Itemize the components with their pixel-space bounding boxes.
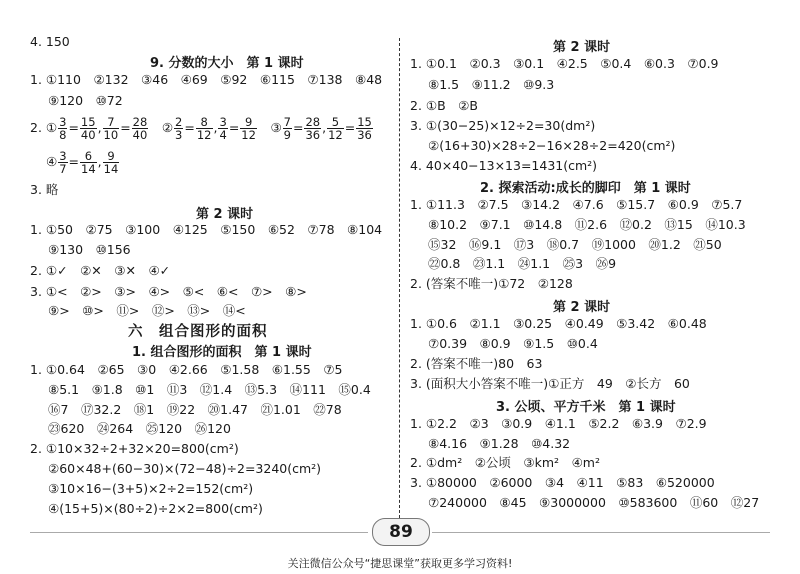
section-heading: 2. 探索活动:成长的脚印 第 1 课时: [480, 181, 691, 196]
fraction: $\frac{5}{12}$: [328, 115, 343, 142]
fraction: $\frac{9}{12}$: [241, 115, 256, 142]
section-heading: 3. 公顷、平方千米 第 1 课时: [496, 400, 676, 415]
answer-line: ②60×48+(60−30)×(72−48)÷2=3240(cm²): [48, 461, 322, 476]
answer-line: 1. ①2.2 ②3 ③0.9 ④1.1 ⑤2.2 ⑥3.9 ⑦2.9: [410, 416, 707, 431]
answer-line: ⑧4.16 ⑨1.28 ⑩4.32: [428, 436, 571, 451]
footer-note: 关注微信公众号“捷思课堂”获取更多学习资料!: [287, 557, 513, 570]
fraction: $\frac{2}{3}$: [175, 115, 183, 142]
answer-line: ㉓620 ㉔264 ㉕120 ㉖120: [48, 421, 231, 436]
answer-line: 3. ①< ②> ③> ④> ⑤< ⑥< ⑦> ⑧>: [30, 284, 307, 299]
fraction: $\frac{3}{7}$: [59, 149, 67, 176]
answer-line: 3. ①80000 ②6000 ③4 ④11 ⑤83 ⑥520000: [410, 475, 715, 490]
answer-line: 2. ①10×32÷2+32×20=800(cm²): [30, 441, 239, 456]
fraction: $\frac{28}{36}$: [305, 115, 321, 142]
fraction-answers-row: ④ $\frac{3}{7}$ = $\frac{6}{14}$ , $\frac{9}{14}$: [46, 149, 119, 176]
chapter-title: 六 组合图形的面积: [128, 324, 268, 340]
fraction: $\frac{15}{40}$: [80, 115, 96, 142]
answer-line: 2. (答案不唯一)①72 ②128: [410, 276, 573, 291]
fraction: $\frac{6}{14}$: [81, 149, 96, 176]
answer-line: 2. (答案不唯一)80 63: [410, 356, 543, 371]
answer-line: 1. ①110 ②132 ③46 ④69 ⑤92 ⑥115 ⑦138 ⑧48: [30, 72, 383, 87]
answer-line: ④(15+5)×(80÷2)÷2×2=800(cm²): [48, 501, 263, 516]
answer-line: ⑨> ⑩> ⑪> ⑫> ⑬> ⑭<: [48, 303, 246, 318]
item-prefix: 2. ①: [30, 120, 58, 135]
answer-line: 2. ①dm² ②公顷 ③km² ④m²: [410, 455, 600, 470]
item-prefix: ③: [270, 120, 282, 135]
section-heading: 第 2 课时: [196, 207, 254, 222]
answer-line: 3. (面积大小答案不唯一)①正方 49 ②长方 60: [410, 376, 690, 391]
answer-line: 1. ①50 ②75 ③100 ④125 ⑤150 ⑥52 ⑦78 ⑧104: [30, 222, 383, 237]
answer-line: ③10×16−(3+5)×2÷2=152(cm²): [48, 481, 254, 496]
section-heading: 第 2 课时: [553, 40, 611, 55]
footer-rule-right: [432, 532, 770, 533]
item-prefix: ②: [161, 120, 174, 135]
fraction: $\frac{3}{4}$: [219, 115, 227, 142]
answer-line: ㉒0.8 ㉓1.1 ㉔1.1 ㉕3 ㉖9: [428, 256, 617, 271]
item-prefix: ④: [46, 154, 58, 169]
answer-line: ②(16+30)×28÷2−16×28÷2=420(cm²): [428, 138, 676, 153]
answer-line: ⑧1.5 ⑨11.2 ⑩9.3: [428, 77, 555, 92]
answer-line: ⑧5.1 ⑨1.8 ⑩1 ⑪3 ⑫1.4 ⑬5.3 ⑭111 ⑮0.4: [48, 382, 371, 397]
footer-rule-left: [30, 532, 368, 533]
fraction-answers-row: 2. ① $\frac{3}{8}$ = $\frac{15}{40}$ , $\frac{7}{10}$ = $\frac{28}{40}$ ② $\frac{2}{3}$ = $\frac{8}{12}$ , $\frac{3}{4}$ = $\frac{9}{12}$ ③ $\frac{7}{9}$ = $\frac{28}{36}$ , $\frac{5}{12}$ = $\frac{15}{36}$: [30, 115, 372, 142]
fraction: $\frac{7}{10}$: [103, 115, 119, 142]
answer-line: 1. ①0.64 ②65 ③0 ④2.66 ⑤1.58 ⑥1.55 ⑦5: [30, 362, 343, 377]
answer-4: 4. 150: [30, 34, 70, 49]
answer-line: ⑨120 ⑩72: [48, 93, 123, 108]
section-heading: 1. 组合图形的面积 第 1 课时: [132, 345, 312, 360]
fraction: $\frac{7}{9}$: [283, 115, 291, 142]
section-heading: 9. 分数的大小 第 1 课时: [150, 56, 304, 71]
page-number: 89: [372, 518, 430, 546]
answer-line: 3. ①(30−25)×12÷2=30(dm²): [410, 118, 596, 133]
answer-line: 3. 略: [30, 182, 59, 197]
fraction: $\frac{15}{36}$: [357, 115, 372, 142]
answer-line: ⑧10.2 ⑨7.1 ⑩14.8 ⑪2.6 ⑫0.2 ⑬15 ⑭10.3: [428, 217, 746, 232]
column-divider: [399, 38, 400, 518]
answer-line: 4. 40×40−13×13=1431(cm²): [410, 158, 598, 173]
answer-line: 1. ①0.1 ②0.3 ③0.1 ④2.5 ⑤0.4 ⑥0.3 ⑦0.9: [410, 56, 719, 71]
answer-line: ⑮32 ⑯9.1 ⑰3 ⑱0.7 ⑲1000 ⑳1.2 ㉑50: [428, 237, 722, 252]
answer-line: 1. ①11.3 ②7.5 ③14.2 ④7.6 ⑤15.7 ⑥0.9 ⑦5.7: [410, 197, 743, 212]
fraction: $\frac{9}{14}$: [103, 149, 119, 176]
fraction: $\frac{3}{8}$: [59, 115, 67, 142]
answer-line: 2. ①✓ ②✕ ③✕ ④✓: [30, 263, 171, 278]
answer-line: ⑦0.39 ⑧0.9 ⑨1.5 ⑩0.4: [428, 336, 598, 351]
fraction: $\frac{8}{12}$: [196, 115, 212, 142]
answer-line: 1. ①0.6 ②1.1 ③0.25 ④0.49 ⑤3.42 ⑥0.48: [410, 316, 707, 331]
answer-line: ⑦240000 ⑧45 ⑨3000000 ⑩583600 ⑪60 ⑫27: [428, 495, 760, 510]
answer-line: ⑯7 ⑰32.2 ⑱1 ⑲22 ⑳1.47 ㉑1.01 ㉒78: [48, 402, 342, 417]
fraction: $\frac{28}{40}$: [132, 115, 148, 142]
answer-line: 2. ①B ②B: [410, 98, 478, 113]
answer-line: ⑨130 ⑩156: [48, 242, 131, 257]
section-heading: 第 2 课时: [553, 300, 611, 315]
